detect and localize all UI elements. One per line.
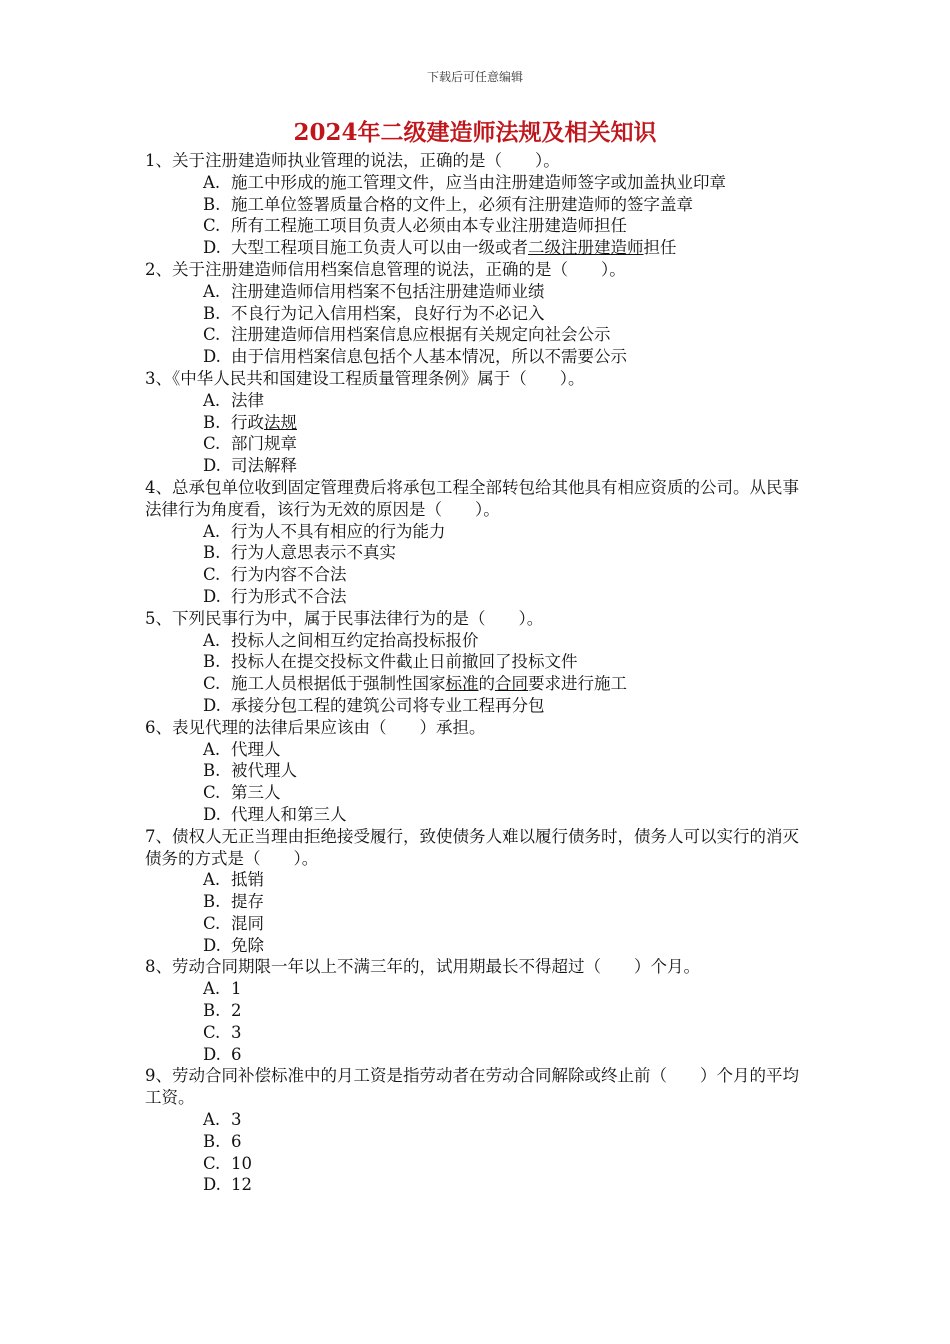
option-letter: A.	[203, 1110, 221, 1130]
option-letter: C.	[203, 674, 221, 694]
answer-option	[145, 1174, 810, 1196]
page-header-note: 下载后可任意编辑	[426, 70, 523, 84]
option-text: 混同	[231, 913, 264, 933]
option-underlined-term: 法规	[264, 412, 297, 432]
option-text-tail: 的	[478, 674, 495, 694]
question-number: 1、	[145, 151, 172, 170]
option-letter: D.	[203, 586, 221, 606]
answer-option	[145, 630, 810, 652]
answer-option	[145, 760, 810, 782]
option-text: 代理人和第三人	[231, 804, 347, 824]
option-text: 司法解释	[231, 456, 297, 476]
answer-option	[145, 346, 810, 368]
option-letter: A.	[203, 172, 221, 192]
option-text: 注册建造师信用档案不包括注册建造师业绩	[231, 281, 545, 301]
answer-option	[145, 433, 810, 455]
option-letter: B.	[203, 892, 221, 912]
answer-option	[145, 804, 810, 826]
question-stem	[145, 956, 810, 978]
option-letter: C.	[203, 1153, 221, 1173]
option-letter: B.	[203, 761, 221, 781]
option-letter: C.	[203, 1022, 221, 1042]
question-text: 劳动合同期限一年以上不满三年的，试用期最长不得超过（ ）个月。	[172, 957, 700, 977]
answer-option	[145, 1000, 810, 1022]
option-text: 代理人	[231, 739, 281, 759]
question-item	[145, 368, 810, 477]
answer-option	[145, 739, 810, 761]
option-text: 6	[231, 1044, 242, 1064]
answer-option	[145, 935, 810, 957]
option-text: 投标人之间相互约定抬高投标报价	[231, 630, 479, 650]
document-title: 2024年二级建造师法规及相关知识	[293, 119, 657, 146]
option-text: 施工单位签署质量合格的文件上，必须有注册建造师的签字盖章	[231, 194, 693, 214]
question-text: 关于注册建造师执业管理的说法，正确的是（ ）。	[172, 151, 560, 170]
option-text: 不良行为记入信用档案，良好行为不必记入	[231, 303, 545, 323]
option-text: 10	[231, 1153, 252, 1173]
question-item	[145, 717, 810, 826]
question-text: 表见代理的法律后果应该由（ ）承担。	[172, 717, 486, 737]
question-stem	[145, 1065, 810, 1109]
answer-option	[145, 303, 810, 325]
option-text: 行为人不具有相应的行为能力	[231, 521, 446, 541]
option-text: 3	[231, 1110, 242, 1130]
option-text: 12	[231, 1175, 252, 1195]
answer-option	[145, 651, 810, 673]
option-text: 免除	[231, 935, 264, 955]
option-text: 所有工程施工项目负责人必须由本专业注册建造师担任	[231, 216, 627, 236]
option-text: 行政	[231, 412, 264, 432]
option-letter: D.	[203, 695, 221, 715]
option-text: 提存	[231, 892, 264, 912]
option-letter: D.	[203, 347, 221, 367]
option-letter: D.	[203, 456, 221, 476]
question-number: 8、	[145, 957, 172, 977]
option-letter: A.	[203, 870, 221, 890]
question-item	[145, 477, 810, 608]
option-letter: D.	[203, 238, 221, 258]
question-stem	[145, 477, 810, 521]
question-stem	[145, 150, 810, 172]
question-stem	[145, 717, 810, 739]
option-text: 行为形式不合法	[231, 586, 347, 606]
option-text: 2	[231, 1001, 242, 1021]
option-text: 承接分包工程的建筑公司将专业工程再分包	[231, 695, 545, 715]
option-text: 施工人员根据低于强制性国家	[231, 674, 446, 694]
option-letter: C.	[203, 434, 221, 454]
question-stem	[145, 368, 810, 390]
question-stem	[145, 259, 810, 281]
option-letter: A.	[203, 521, 221, 541]
answer-option	[145, 194, 810, 216]
question-stem	[145, 826, 810, 870]
answer-option	[145, 695, 810, 717]
option-letter: D.	[203, 935, 221, 955]
option-letter: A.	[203, 630, 221, 650]
question-text: 关于注册建造师信用档案信息管理的说法，正确的是（ ）。	[172, 259, 626, 279]
option-text: 6	[231, 1131, 242, 1151]
option-text: 行为内容不合法	[231, 565, 347, 585]
option-text: 1	[231, 979, 242, 999]
answer-option	[145, 542, 810, 564]
answer-option	[145, 455, 810, 477]
answer-option	[145, 913, 810, 935]
option-text: 部门规章	[231, 434, 297, 454]
answer-option	[145, 1131, 810, 1153]
question-text: 劳动合同补偿标准中的月工资是指劳动者在劳动合同解除或终止前（ ）个月的平均工资。	[145, 1066, 799, 1108]
question-item	[145, 1065, 810, 1196]
option-text: 行为人意思表示不真实	[231, 543, 396, 563]
answer-option	[145, 869, 810, 891]
question-item	[145, 826, 810, 957]
question-text: 债权人无正当理由拒绝接受履行，致使债务人难以履行债务时，债务人可以实行的消灭债务的方式是（ ）。	[145, 826, 799, 868]
question-number: 5、	[145, 608, 172, 628]
answer-option	[145, 215, 810, 237]
question-item	[145, 608, 810, 717]
option-text-tail: 要求进行施工	[528, 674, 627, 694]
answer-option	[145, 172, 810, 194]
option-text: 投标人在提交投标文件截止日前撤回了投标文件	[231, 652, 578, 672]
answer-option	[145, 1109, 810, 1131]
question-text: 下列民事行为中，属于民事法律行为的是（ ）。	[172, 608, 544, 628]
answer-option	[145, 237, 810, 259]
question-item	[145, 956, 810, 1065]
option-letter: A.	[203, 281, 221, 301]
answer-option	[145, 564, 810, 586]
option-letter: B.	[203, 1001, 221, 1021]
answer-option	[145, 521, 810, 543]
option-letter: D.	[203, 1175, 221, 1195]
option-letter: C.	[203, 325, 221, 345]
question-number: 6、	[145, 717, 172, 737]
option-letter: A.	[203, 739, 221, 759]
answer-option	[145, 891, 810, 913]
option-letter: A.	[203, 979, 221, 999]
option-text: 法律	[231, 390, 264, 410]
option-letter: B.	[203, 652, 221, 672]
option-letter: C.	[203, 783, 221, 803]
option-letter: B.	[203, 194, 221, 214]
question-item	[145, 259, 810, 368]
question-text: 《中华人民共和国建设工程质量管理条例》属于（ ）。	[172, 368, 585, 388]
question-list	[145, 150, 810, 1196]
answer-option	[145, 1153, 810, 1175]
answer-option	[145, 782, 810, 804]
option-letter: C.	[203, 565, 221, 585]
option-text: 被代理人	[231, 761, 297, 781]
option-letter: A.	[203, 390, 221, 410]
option-letter: B.	[203, 412, 221, 432]
question-number: 3、	[145, 368, 172, 388]
option-letter: C.	[203, 216, 221, 236]
answer-option	[145, 281, 810, 303]
question-number: 9、	[145, 1066, 172, 1086]
option-underlined-term: 合同	[495, 674, 528, 694]
question-item	[145, 150, 810, 259]
question-number: 7、	[145, 826, 172, 846]
answer-option	[145, 978, 810, 1000]
option-underlined-term: 标准	[445, 674, 479, 694]
option-text: 3	[231, 1022, 242, 1042]
option-text: 注册建造师信用档案信息应根据有关规定向社会公示	[231, 325, 611, 345]
option-text: 大型工程项目施工负责人可以由一级或者	[231, 238, 528, 258]
option-text-tail: 担任	[643, 238, 677, 258]
option-letter: D.	[203, 1044, 221, 1064]
option-text: 第三人	[231, 783, 281, 803]
question-stem	[145, 608, 810, 630]
answer-option	[145, 412, 810, 434]
option-letter: B.	[203, 543, 221, 563]
option-text: 由于信用档案信息包括个人基本情况，所以不需要公示	[231, 347, 627, 367]
option-letter: B.	[203, 303, 221, 323]
option-letter: B.	[203, 1131, 221, 1151]
answer-option	[145, 1022, 810, 1044]
question-text: 总承包单位收到固定管理费后将承包工程全部转包给其他具有相应资质的公司。从民事法律行为角度看，该行为无效的原因是（ ）。	[145, 477, 799, 519]
option-text: 抵销	[231, 870, 264, 890]
option-letter: D.	[203, 804, 221, 824]
answer-option	[145, 390, 810, 412]
answer-option	[145, 324, 810, 346]
answer-option	[145, 673, 810, 695]
answer-option	[145, 1044, 810, 1066]
question-number: 2、	[145, 259, 172, 279]
option-underlined-term: 二级注册建造师	[528, 238, 644, 258]
answer-option	[145, 586, 810, 608]
option-text: 施工中形成的施工管理文件，应当由注册建造师签字或加盖执业印章	[231, 172, 726, 192]
option-letter: C.	[203, 913, 221, 933]
question-number: 4、	[145, 477, 172, 497]
